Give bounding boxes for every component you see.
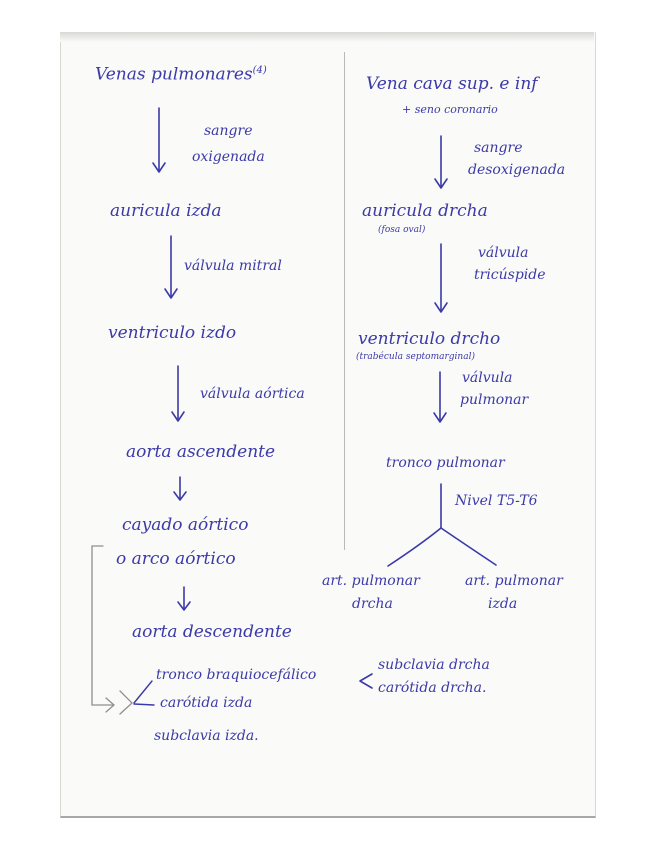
trabecula-label: (trabécula septomarginal) [356,352,475,362]
pencil-bracket [92,546,132,714]
arco-aortico-label: o arco aórtico [116,549,236,569]
subclavia-drcha-label: subclavia drcha [378,657,490,673]
nivel-label: Nivel T5-T6 [455,493,538,509]
art-pulmonar-izda-label-2: izda [488,596,518,612]
arrow-arco-to-descendente [178,587,190,610]
auricula-izda-label: auricula izda [110,201,222,221]
seno-coronario-label: + seno coronario [402,103,498,116]
aorta-ascendente-label: aorta ascendente [126,442,276,462]
valvula-pulmonar-label-2: pulmonar [460,392,529,408]
tronco-pulmonar-label: tronco pulmonar [386,455,505,471]
branch-ticks [134,681,154,705]
carotida-izda-label: carótida izda [160,695,253,711]
valvula-mitral-label: válvula mitral [184,258,282,274]
art-pulmonar-izda-label-1: art. pulmonar [465,573,563,589]
auricula-drcha-label: auricula drcha [362,201,488,221]
valvula-tricuspide-label-1: válvula [478,245,529,261]
oxigenada-label: oxigenada [192,149,265,165]
subclavia-izda-label: subclavia izda. [154,728,259,744]
arrow-ventriculo-to-aorta [172,366,184,421]
valvula-tricuspide-label-2: tricúspide [474,267,546,283]
fosa-oval-label: (fosa oval) [378,225,426,235]
art-pulmonar-drcha-label-1: art. pulmonar [322,573,420,589]
carotida-drcha-label: carótida drcha. [378,680,487,696]
cayado-aortico-label: cayado aórtico [122,515,249,535]
arrow-vena-cava-to-auricula [435,136,447,188]
arrow-venas-to-auricula [153,108,165,172]
arrow-auricula-to-ventriculo [165,236,177,298]
arrow-aorta-to-cayado [174,477,186,500]
valvula-pulmonar-label-1: válvula [462,370,513,386]
sangre-label-left: sangre [204,123,253,139]
tronco-braquiocefalico-label: tronco braquiocefálico [156,667,317,683]
valvula-aortica-label: válvula aórtica [200,386,305,402]
art-pulmonar-drcha-label-2: drcha [352,596,393,612]
vena-cava-label: Vena cava sup. e inf [366,74,538,94]
venas-count: (4) [252,65,267,76]
arrow-auricula-to-ventriculo-right [435,244,447,312]
ventriculo-drcho-label: ventriculo drcho [358,329,501,349]
arrow-ventriculo-to-tronco [434,372,446,422]
ventriculo-izdo-label: ventriculo izdo [108,323,237,343]
venas-text: Venas pulmonares [95,64,253,85]
sangre-label-right: sangre [474,140,523,156]
venas-pulmonares-label [95,66,267,84]
brace-right-branches [360,674,372,688]
aorta-descendente-label: aorta descendente [132,622,292,642]
desoxigenada-label: desoxigenada [468,162,566,178]
